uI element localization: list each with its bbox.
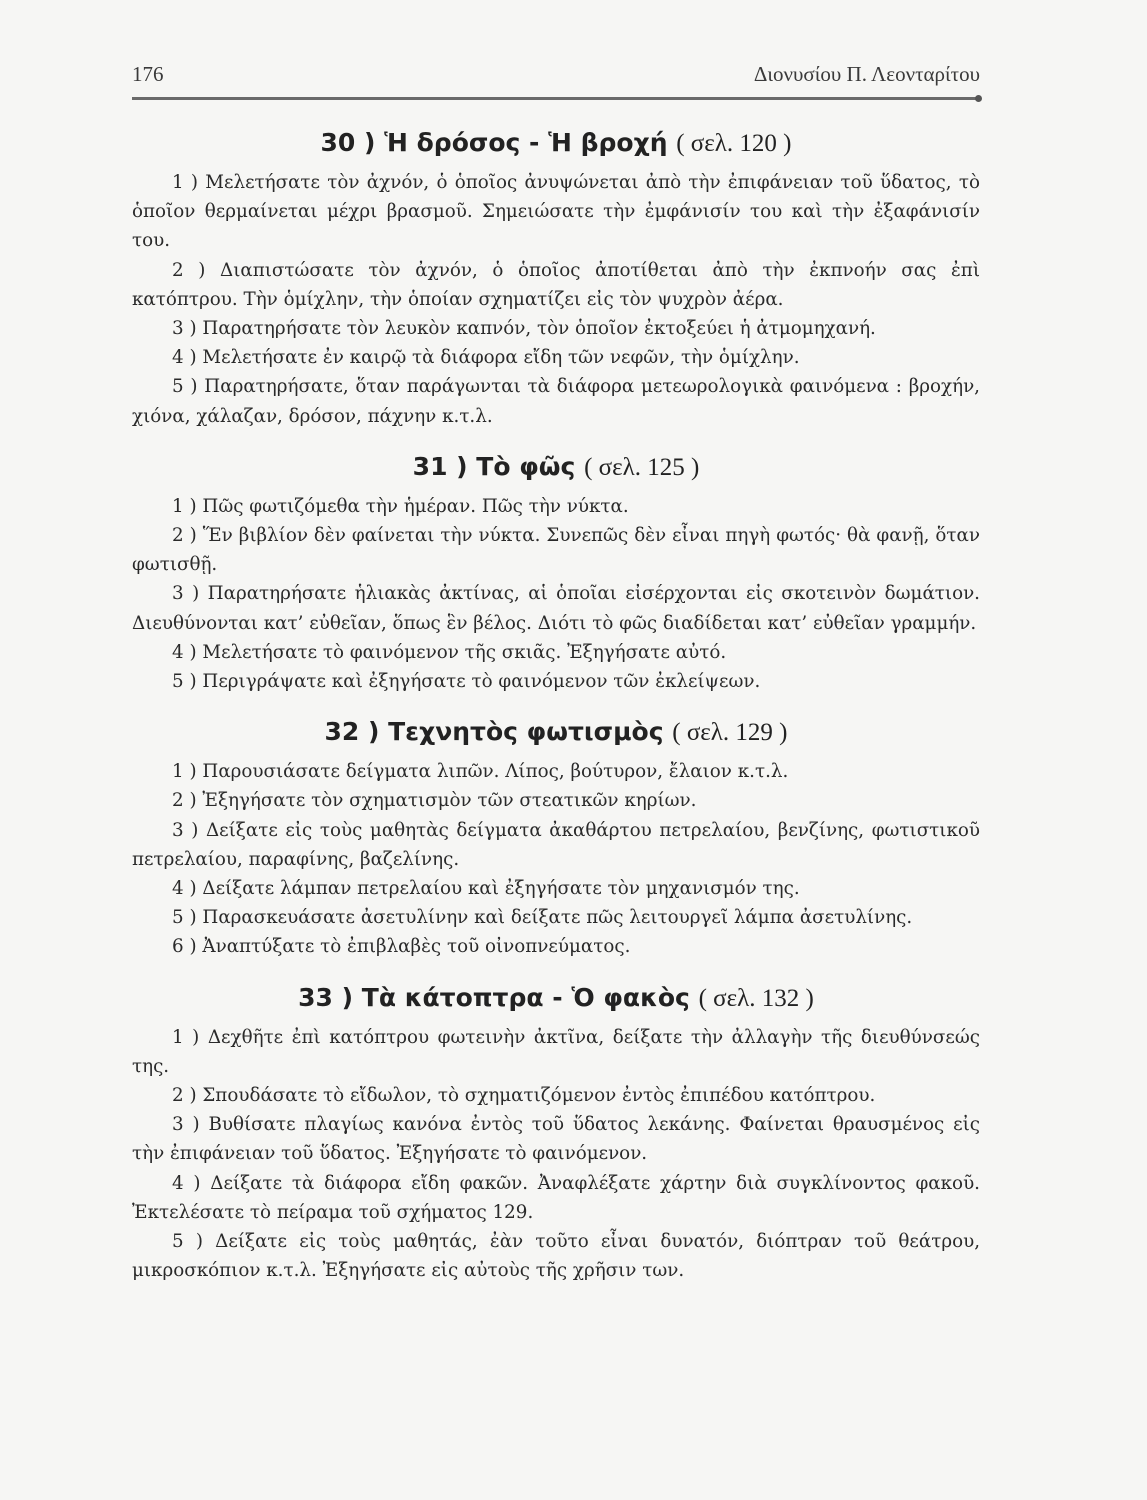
exercise-item: 1 ) Πῶς φωτιζόμεθα τὴν ἡμέραν. Πῶς τὴν νύκτα. (172, 495, 629, 517)
exercise-list (132, 168, 980, 431)
exercise-item: 6 ) Ἀναπτύξατε τὸ ἐπιβλαβὲς τοῦ οἰνοπνεύματος. (172, 936, 631, 958)
exercise-list (132, 492, 980, 696)
page-body (132, 118, 980, 1297)
page-reference: ( σελ. 125 ) (584, 453, 700, 481)
exercise-item: 3 ) Παρατηρήσατε ἡλιακὰς ἀκτίνας, αἱ ὁποῖαι εἰσέρχονται εἰς σκοτεινὸν δωμάτιον. Διευθύνονται κατ’ εὐθεῖαν, ὅπως ἓν βέλος. Διότι τὸ φῶς διαδίδεται κατ’ εὐθεῖαν γραμμήν. (132, 583, 980, 634)
section-heading (132, 118, 980, 168)
section-31 (132, 442, 980, 696)
exercise-item: 5 ) Περιγράψατε καὶ ἐξηγήσατε τὸ φαινόμενον τῶν ἐκλείψεων. (172, 671, 761, 693)
exercise-item: 5 ) Παρασκευάσατε ἀσετυλίνην καὶ δείξατε πῶς λειτουργεῖ λάμπα ἀσετυλίνης. (172, 907, 913, 929)
header-rule (132, 97, 980, 100)
page-reference: ( σελ. 132 ) (698, 984, 814, 1012)
section-33 (132, 973, 980, 1286)
exercise-item: 2 ) Διαπιστώσατε τὸν ἀχνόν, ὁ ὁποῖος ἀποτίθεται ἀπὸ τὴν ἐκπνοήν σας ἐπὶ κατόπτρου. Τὴν ὁμίχλην, τὴν ὁποίαν σχηματίζει εἰς τὸν ψυχρὸν ἀέρα. (132, 259, 980, 310)
exercise-item: 3 ) Παρατηρήσατε τὸν λευκὸν καπνόν, τὸν ὁποῖον ἐκτοξεύει ἡ ἀτμομηχανή. (172, 318, 876, 340)
exercise-item: 3 ) Βυθίσατε πλαγίως κανόνα ἐντὸς τοῦ ὕδατος λεκάνης. Φαίνεται θραυσμένος εἰς τὴν ἐπιφάνειαν τοῦ ὕδατος. Ἐξηγήσατε τὸ φαινόμενον. (132, 1114, 980, 1165)
exercise-item: 2 ) Σπουδάσατε τὸ εἴδωλον, τὸ σχηματιζόμενον ἐντὸς ἐπιπέδου κατόπτρου. (172, 1085, 876, 1107)
page-reference: ( σελ. 120 ) (676, 130, 792, 157)
section-heading (132, 442, 980, 492)
section-32 (132, 707, 980, 961)
exercise-item: 4 ) Μελετήσατε τὸ φαινόμενον τῆς σκιᾶς. Ἐξηγήσατε αὐτό. (172, 641, 727, 663)
exercise-list (132, 1023, 980, 1286)
exercise-item: 4 ) Δείξατε λάμπαν πετρελαίου καὶ ἐξηγήσατε τὸν μηχανισμόν της. (172, 878, 800, 900)
page-number: 176 (132, 62, 164, 86)
exercise-item: 1 ) Δεχθῆτε ἐπὶ κατόπτρου φωτεινὴν ἀκτῖνα, δείξατε τὴν ἀλλαγὴν τῆς διευθύνσεώς της. (132, 1026, 980, 1077)
exercise-item: 5 ) Δείξατε εἰς τοὺς μαθητάς, ἐὰν τοῦτο εἶναι δυνατόν, διόπτραν τοῦ θεάτρου, μικροσκόπιον κ.τ.λ. Ἐξηγήσατε εἰς αὐτοὺς τῆς χρῆσιν των. (132, 1231, 980, 1282)
exercise-item: 2 ) Ἕν βιβλίον δὲν φαίνεται τὴν νύκτα. Συνεπῶς δὲν εἶναι πηγὴ φωτός· θὰ φανῇ, ὅταν φωτισθῇ. (132, 525, 980, 576)
exercise-item: 3 ) Δείξατε εἰς τοὺς μαθητὰς δείγματα ἀκαθάρτου πετρελαίου, βενζίνης, φωτιστικοῦ πετρελαίου, παραφίνης, βαζελίνης. (132, 819, 980, 870)
exercise-item: 1 ) Μελετήσατε τὸν ἀχνόν, ὁ ὁποῖος ἀνυψώνεται ἀπὸ τὴν ἐπιφάνειαν τοῦ ὕδατος, τὸ ὁποῖον θερμαίνεται μέχρι βρασμοῦ. Σημειώσατε τὴν ἐμφάνισίν του καὶ τὴν ἐξαφάνισίν του. (132, 172, 980, 252)
exercise-item: 4 ) Μελετήσατε ἐν καιρῷ τὰ διάφορα εἴδη τῶν νεφῶν, τὴν ὁμίχλην. (172, 347, 800, 369)
section-heading-text: 32 ) Τεχνητὸς φωτισμὸς (324, 717, 664, 747)
section-heading-text: 33 ) Τὰ κάτοπτρα - Ὁ φακὸς (298, 982, 690, 1012)
page-reference: ( σελ. 129 ) (672, 719, 788, 747)
exercise-item: 4 ) Δείξατε τὰ διάφορα εἴδη φακῶν. Ἀναφλέξατε χάρτην διὰ συγκλίνοντος φακοῦ. Ἐκτελέσατε τὸ πείραμα τοῦ σχήματος 129. (132, 1172, 980, 1223)
section-heading (132, 707, 980, 757)
section-30 (132, 118, 980, 431)
exercise-list (132, 757, 980, 961)
exercise-item: 1 ) Παρουσιάσατε δείγματα λιπῶν. Λίπος, βούτυρον, ἔλαιον κ.τ.λ. (172, 761, 789, 783)
section-heading-text: 31 ) Τὸ φῶς (412, 451, 576, 481)
section-heading-text: 30 ) Ἡ δρόσος - Ἡ βροχή (320, 128, 668, 157)
running-header (132, 58, 980, 92)
running-title: Διονυσίου Π. Λεονταρίτου (753, 62, 980, 86)
exercise-item: 5 ) Παρατηρήσατε, ὅταν παράγωνται τὰ διάφορα μετεωρολογικὰ φαινόμενα : βροχήν, χιόνα, χάλαζαν, δρόσον, πάχνην κ.τ.λ. (132, 376, 980, 427)
exercise-item: 2 ) Ἐξηγήσατε τὸν σχηματισμὸν τῶν στεατικῶν κηρίων. (172, 790, 697, 812)
section-heading (132, 973, 980, 1023)
